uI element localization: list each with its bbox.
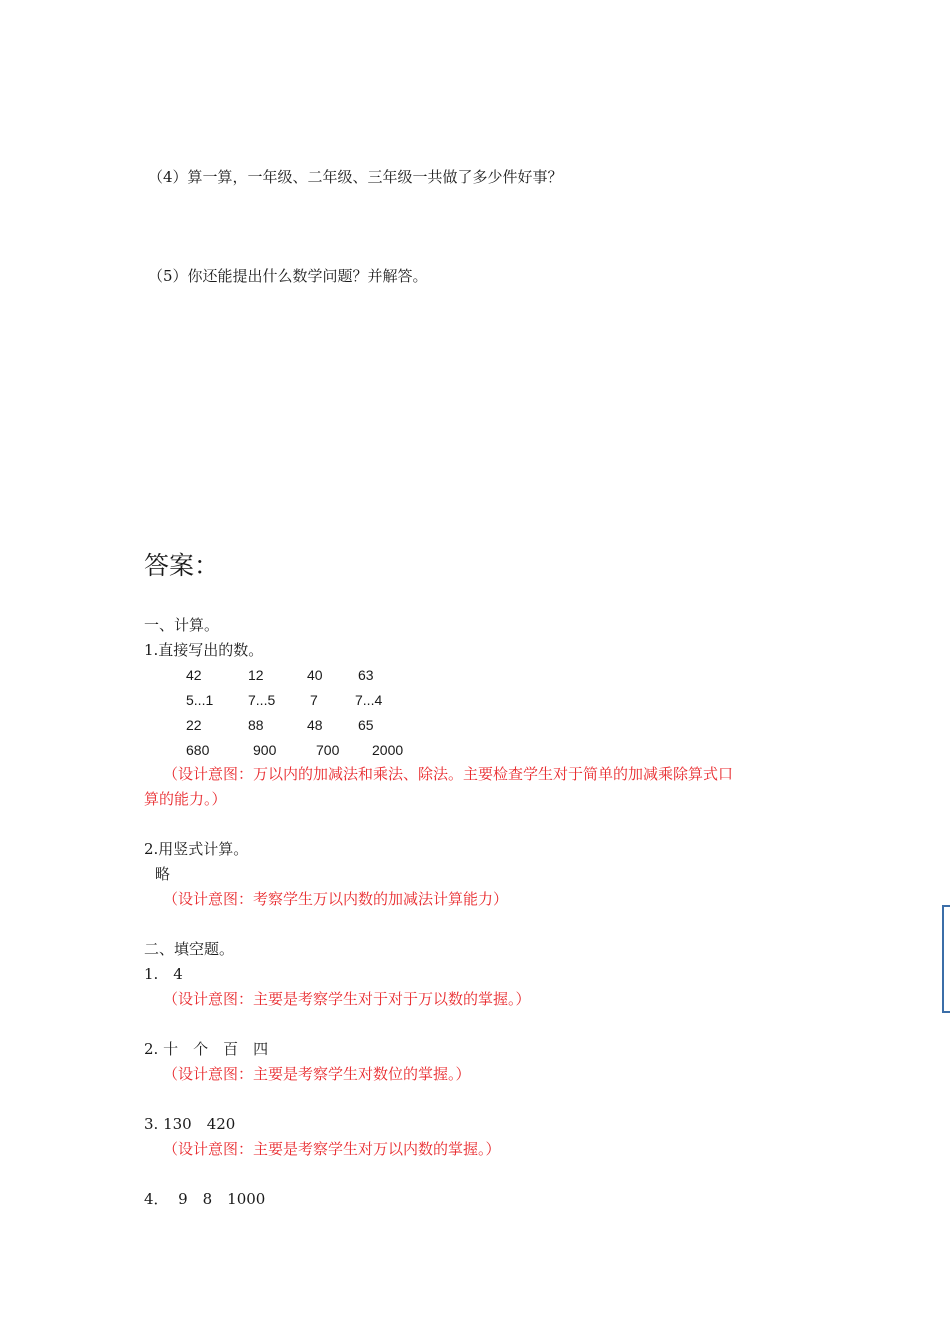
answer-row-1	[0, 668, 950, 688]
section-1-title: 一、计算。	[144, 616, 220, 634]
answer-cell: 40	[307, 667, 323, 683]
design-note-3: （设计意图：主要是考察学生对于对于万以数的掌握。）	[163, 990, 531, 1008]
answer-row-2	[0, 693, 950, 713]
answer-row-3	[0, 718, 950, 738]
answer-cell: 900	[253, 742, 277, 758]
answer-cell: 2000	[372, 742, 404, 758]
answer-cell: 48	[307, 717, 323, 733]
answer-cell: 63	[358, 667, 374, 683]
question-5: （5）你还能提出什么数学问题？并解答。	[148, 267, 428, 285]
answer-cell: 5...1	[186, 692, 214, 708]
question-4: （4）算一算，一年级、二年级、三年级一共做了多少件好事？	[148, 168, 563, 186]
item-2-title: 2.用竖式计算。	[144, 840, 249, 858]
answer-cell: 700	[316, 742, 340, 758]
design-note-4: （设计意图：主要是考察学生对数位的掌握。）	[163, 1065, 471, 1083]
answers-heading: 答案：	[144, 551, 220, 580]
answer-cell: 65	[358, 717, 374, 733]
design-note-5: （设计意图：主要是考察学生对万以内数的掌握。）	[163, 1140, 501, 1158]
design-note-1: （设计意图：万以内的加减法和乘法、除法。主要检查学生对于简单的加减乘除算式口	[163, 765, 734, 783]
section-2-title: 二、填空题。	[144, 940, 235, 958]
answer-cell: 7...4	[355, 692, 383, 708]
answer-row-4	[0, 743, 950, 763]
margin-bracket	[942, 905, 950, 1013]
answer-cell: 88	[248, 717, 264, 733]
answer-cell: 12	[248, 667, 264, 683]
answer-cell: 7...5	[248, 692, 276, 708]
design-note-1-cont: 算的能力。）	[144, 790, 227, 808]
item-2-answer: 略	[155, 865, 171, 883]
fill-answer-3: 3. 130 420	[144, 1115, 236, 1133]
answer-cell: 42	[186, 667, 202, 683]
fill-answer-2: 2. 十 个 百 四	[144, 1040, 269, 1058]
fill-answer-4: 4． 9 8 1000	[144, 1190, 266, 1208]
fill-answer-1: 1. 4	[144, 965, 183, 983]
answer-cell: 22	[186, 717, 202, 733]
answer-cell: 7	[310, 692, 318, 708]
answer-cell: 680	[186, 742, 210, 758]
design-note-2: （设计意图：考察学生万以内数的加减法计算能力）	[163, 890, 509, 908]
item-1-title: 1.直接写出的数。	[144, 641, 264, 659]
